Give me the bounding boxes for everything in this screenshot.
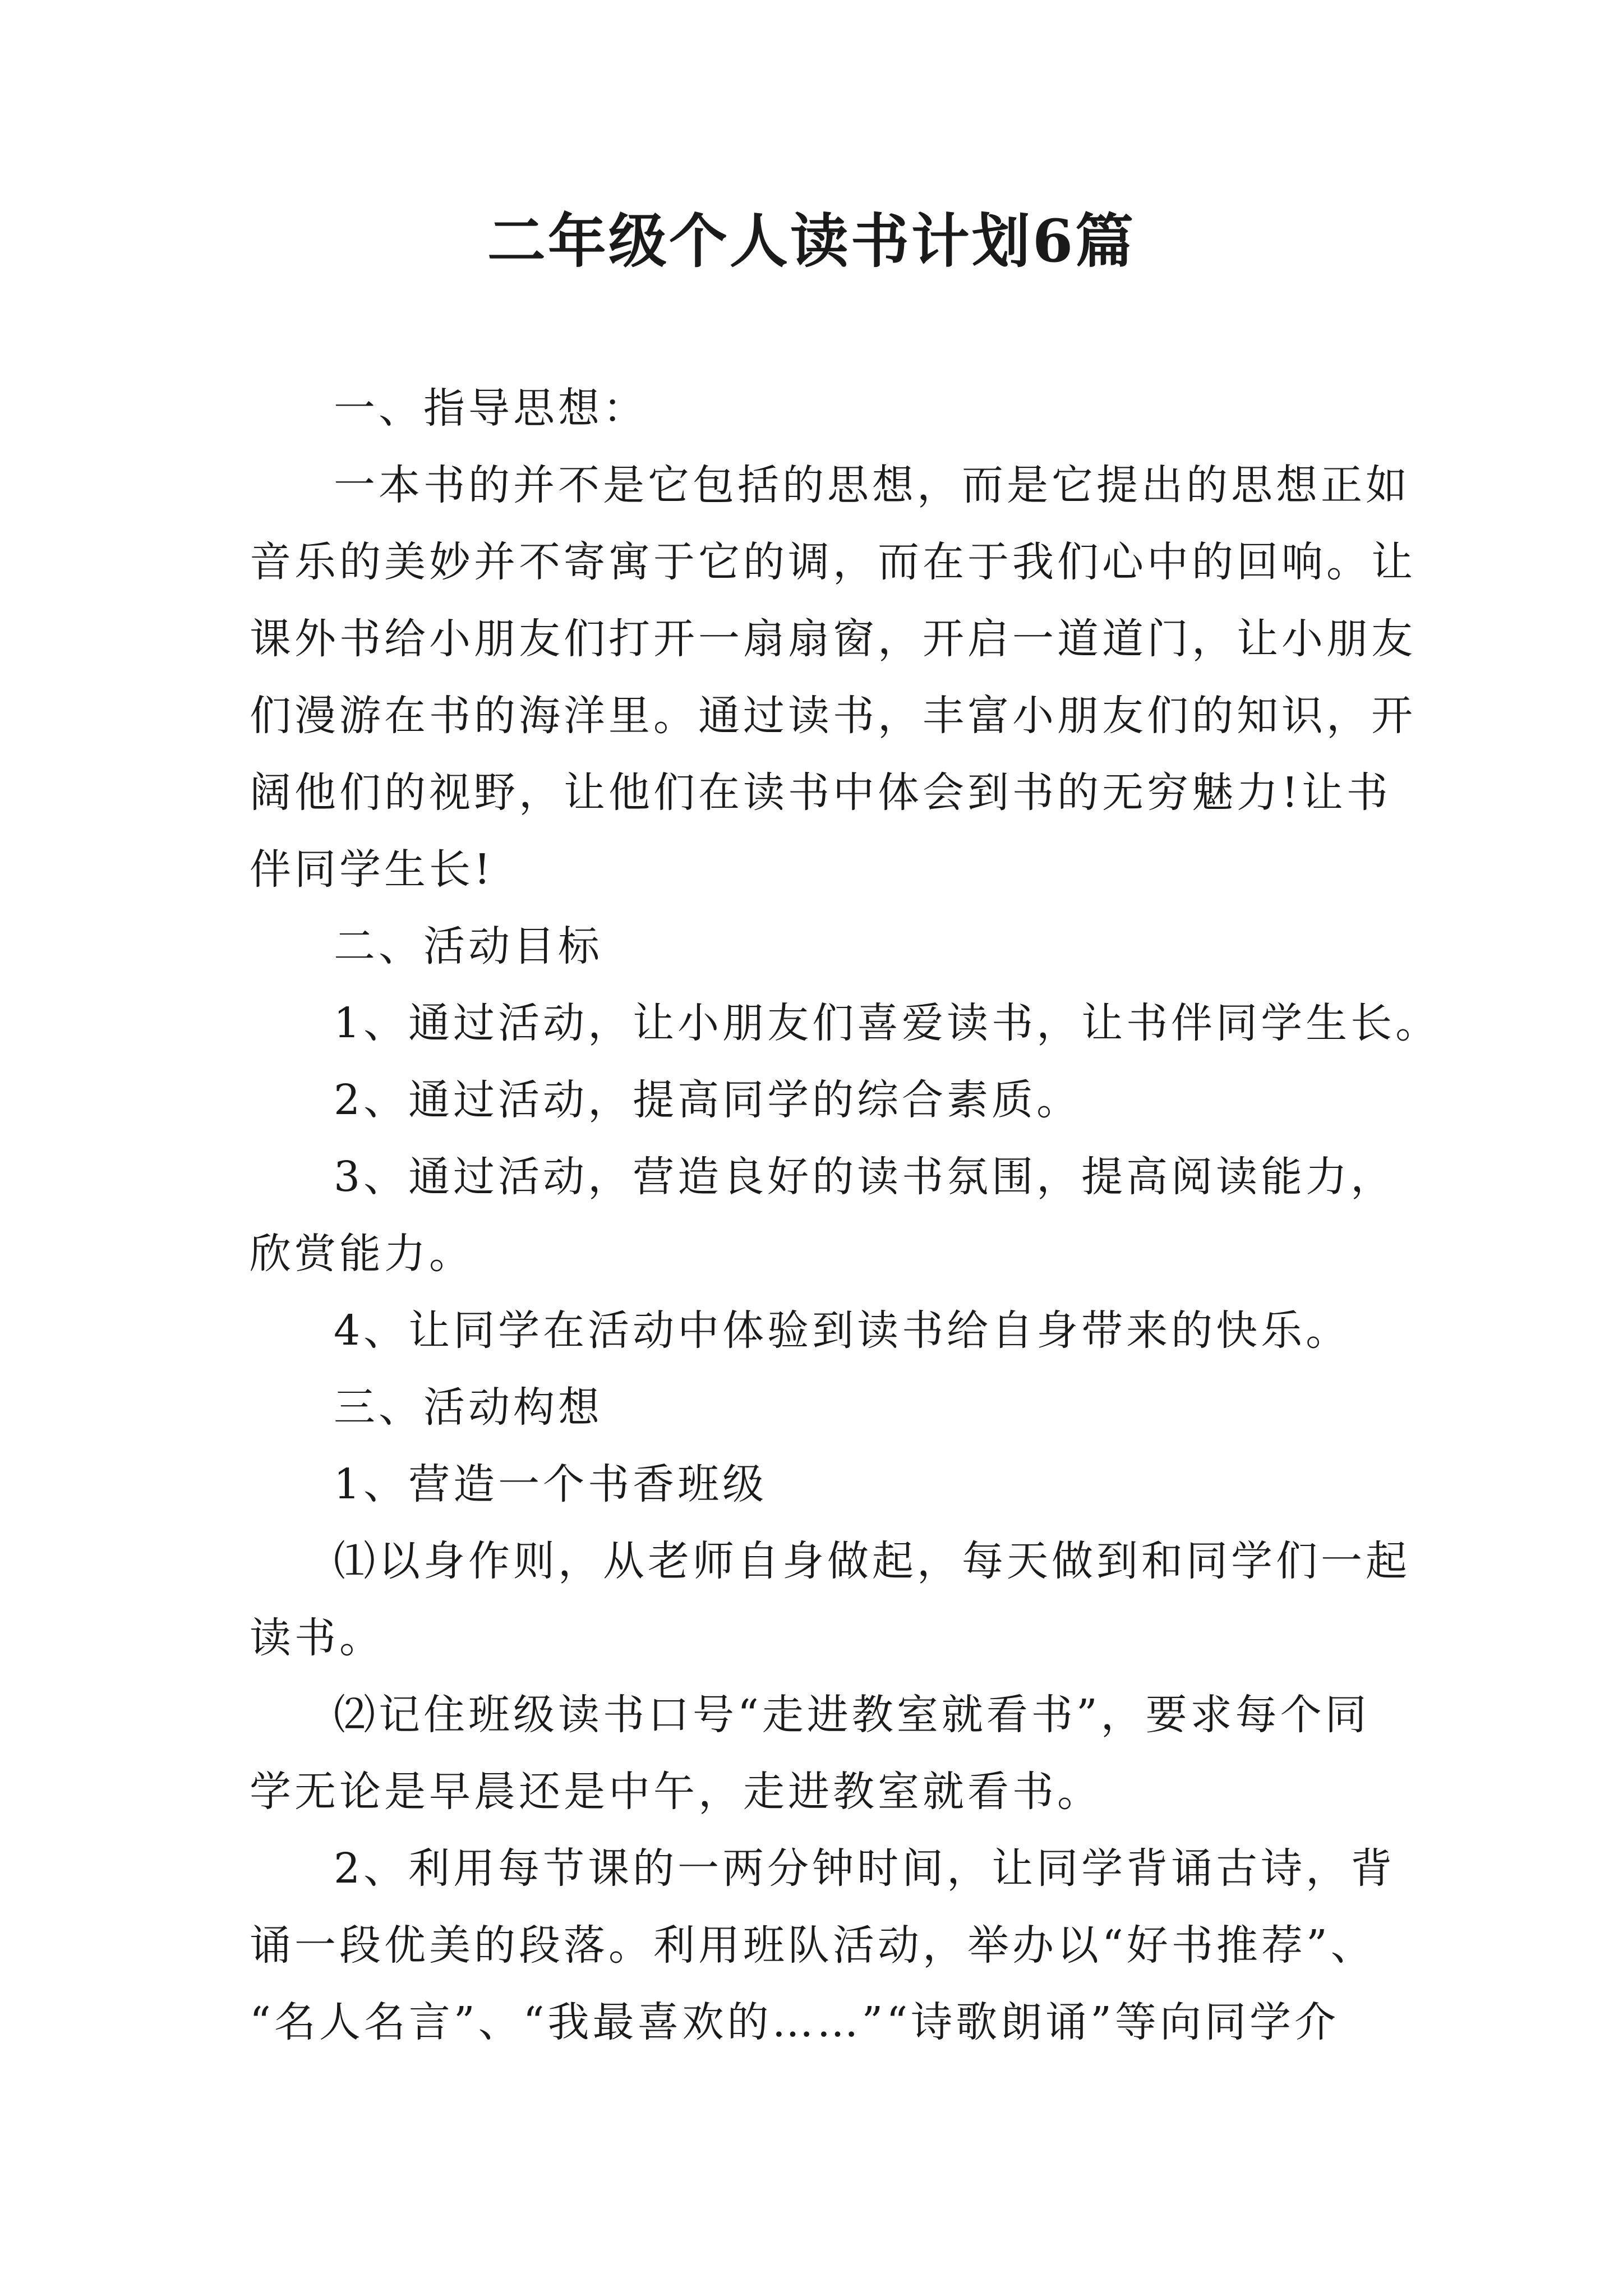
body-line: 一、指导思想： — [334, 384, 648, 432]
body-line: 读书。 — [250, 1614, 384, 1662]
body-line: 欣赏能力。 — [250, 1230, 474, 1278]
body-line: 1、通过活动，让小朋友们喜爱读书，让书伴同学生长。 — [334, 999, 1441, 1047]
document-body — [250, 370, 1441, 2061]
body-line: 诵一段优美的段落。利用班队活动，举办以“好书推荐”、 — [250, 1921, 1376, 1970]
body-line: ⑵记住班级读书口号“走进教室就看书”，要求每个同 — [334, 1691, 1370, 1739]
body-line: 4、让同学在活动中体验到读书给自身带来的快乐。 — [334, 1306, 1351, 1355]
body-line: 音乐的美妙并不寄寓于它的调，而在于我们心中的回响。让 — [250, 538, 1416, 586]
body-line: 们漫游在书的海洋里。通过读书，丰富小朋友们的知识，开 — [250, 692, 1416, 740]
body-line: 阔他们的视野，让他们在读书中体会到书的无穷魅力!让书 — [250, 769, 1391, 817]
body-line: 1、营造一个书香班级 — [334, 1460, 768, 1508]
body-line: 课外书给小朋友们打开一扇扇窗，开启一道道门，让小朋友 — [250, 615, 1416, 663]
body-line: 伴同学生长! — [250, 845, 494, 894]
body-line: 3、通过活动，营造良好的读书氛围，提高阅读能力， — [334, 1153, 1396, 1201]
body-line: 2、利用每节课的一两分钟时间，让同学背诵古诗，背 — [334, 1844, 1396, 1893]
body-line: “名人名言”、“我最喜欢的……”“诗歌朗诵”等向同学介 — [250, 1998, 1339, 2046]
body-line: 学无论是早晨还是中午，走进教室就看书。 — [250, 1768, 1102, 1816]
body-line: 2、通过活动，提高同学的综合素质。 — [334, 1076, 1082, 1124]
body-line: 二、活动目标 — [334, 922, 603, 970]
body-line: 三、活动构想 — [334, 1383, 603, 1432]
body-line: ⑴以身作则，从老师自身做起，每天做到和同学们一起 — [334, 1537, 1410, 1585]
document-title: 二年级个人读书计划6篇 — [487, 206, 1136, 275]
body-line: 一本书的并不是它包括的思想，而是它提出的思想正如 — [334, 461, 1410, 509]
